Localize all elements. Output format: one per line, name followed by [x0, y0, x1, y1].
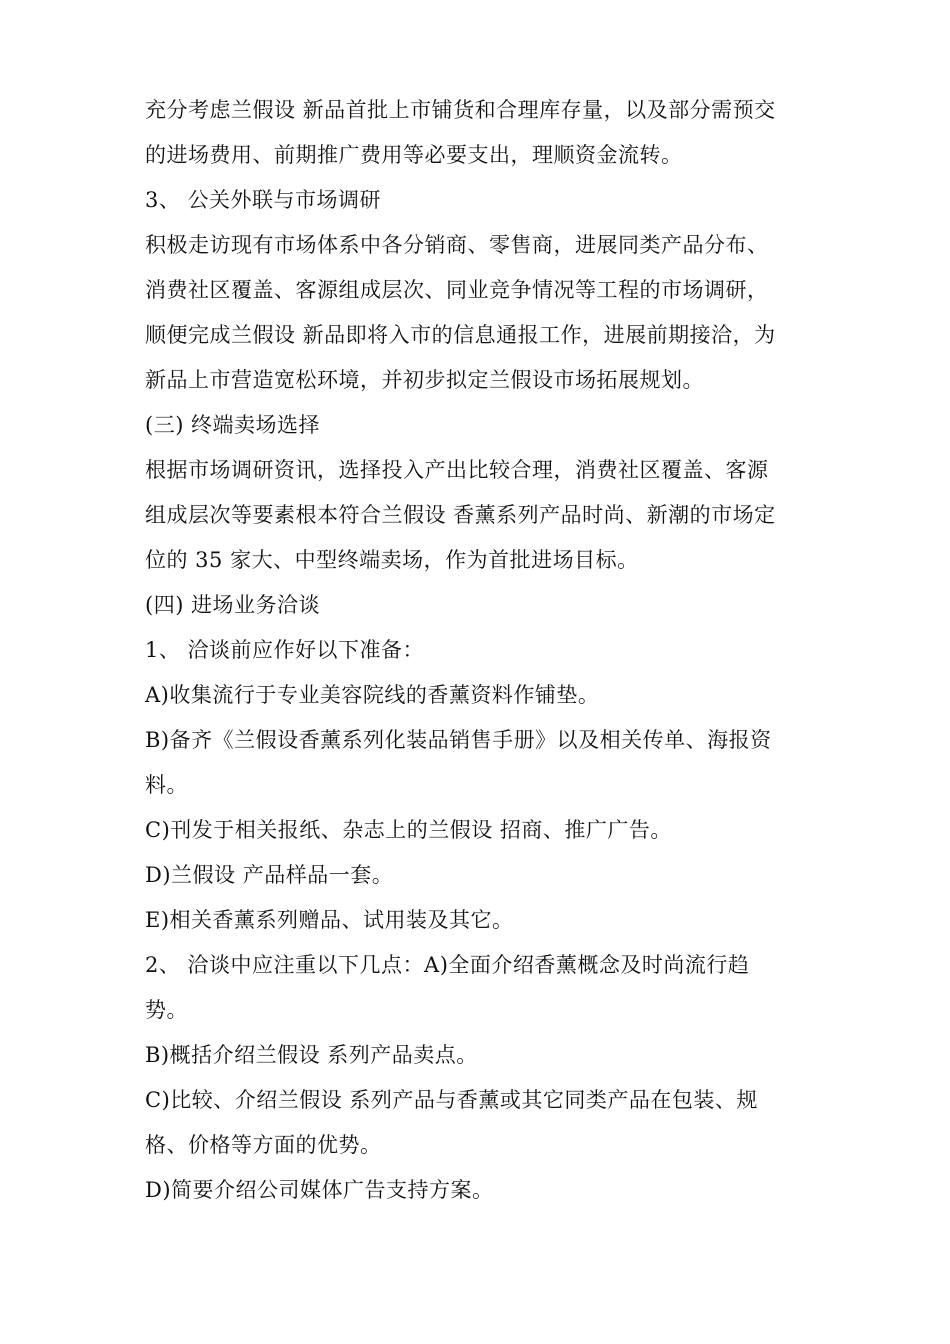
- text-line: 位的 35 家大、中型终端卖场，作为首批进场目标。: [145, 548, 639, 572]
- list-item: A)收集流行于专业美容院线的香薰资料作铺垫。: [145, 683, 600, 707]
- text-line: 根据市场调研资讯，选择投入产出比较合理，消费社区覆盖、客源: [145, 458, 769, 482]
- document-body: [145, 88, 825, 1213]
- text-line: 充分考虑兰假设 新品首批上市铺货和合理库存量，以及部分需预交: [145, 98, 776, 122]
- list-item: B)备齐《兰假设香薰系列化装品销售手册》以及相关传单、海报资: [145, 728, 772, 752]
- section-heading: (三) 终端卖场选择: [145, 413, 321, 437]
- list-item: C)刊发于相关报纸、杂志上的兰假设 招商、推广广告。: [145, 818, 672, 842]
- section-heading: 3、 公关外联与市场调研: [145, 188, 382, 212]
- list-item: C)比较、介绍兰假设 系列产品与香薰或其它同类产品在包装、规: [145, 1088, 758, 1112]
- text-line: 消费社区覆盖、客源组成层次、同业竞争情况等工程的市场调研，: [145, 278, 769, 302]
- list-heading: 2、 洽谈中应注重以下几点：A)全面介绍香薰概念及时尚流行趋: [145, 953, 750, 977]
- list-item: E)相关香薰系列赠品、试用装及其它。: [145, 908, 514, 932]
- list-item: D)简要介绍公司媒体广告支持方案。: [145, 1178, 494, 1202]
- section-heading: (四) 进场业务洽谈: [145, 593, 321, 617]
- text-line: 新品上市营造宽松环境，并初步拟定兰假设市场拓展规划。: [145, 368, 704, 392]
- list-item: D)兰假设 产品样品一套。: [145, 863, 394, 887]
- list-item-continuation: 格、价格等方面的优势。: [145, 1133, 382, 1157]
- text-line: 的进场费用、前期推广费用等必要支出，理顺资金流转。: [145, 143, 683, 167]
- list-item-continuation: 势。: [145, 998, 188, 1022]
- list-item: B)概括介绍兰假设 系列产品卖点。: [145, 1043, 478, 1067]
- list-item-continuation: 料。: [145, 773, 188, 797]
- list-heading: 1、 洽谈前应作好以下准备：: [145, 638, 425, 662]
- text-line: 组成层次等要素根本符合兰假设 香薰系列产品时尚、新潮的市场定: [145, 503, 776, 527]
- text-line: 积极走访现有市场体系中各分销商、零售商，进展同类产品分布、: [145, 233, 769, 257]
- text-line: 顺便完成兰假设 新品即将入市的信息通报工作，进展前期接洽，为: [145, 323, 776, 347]
